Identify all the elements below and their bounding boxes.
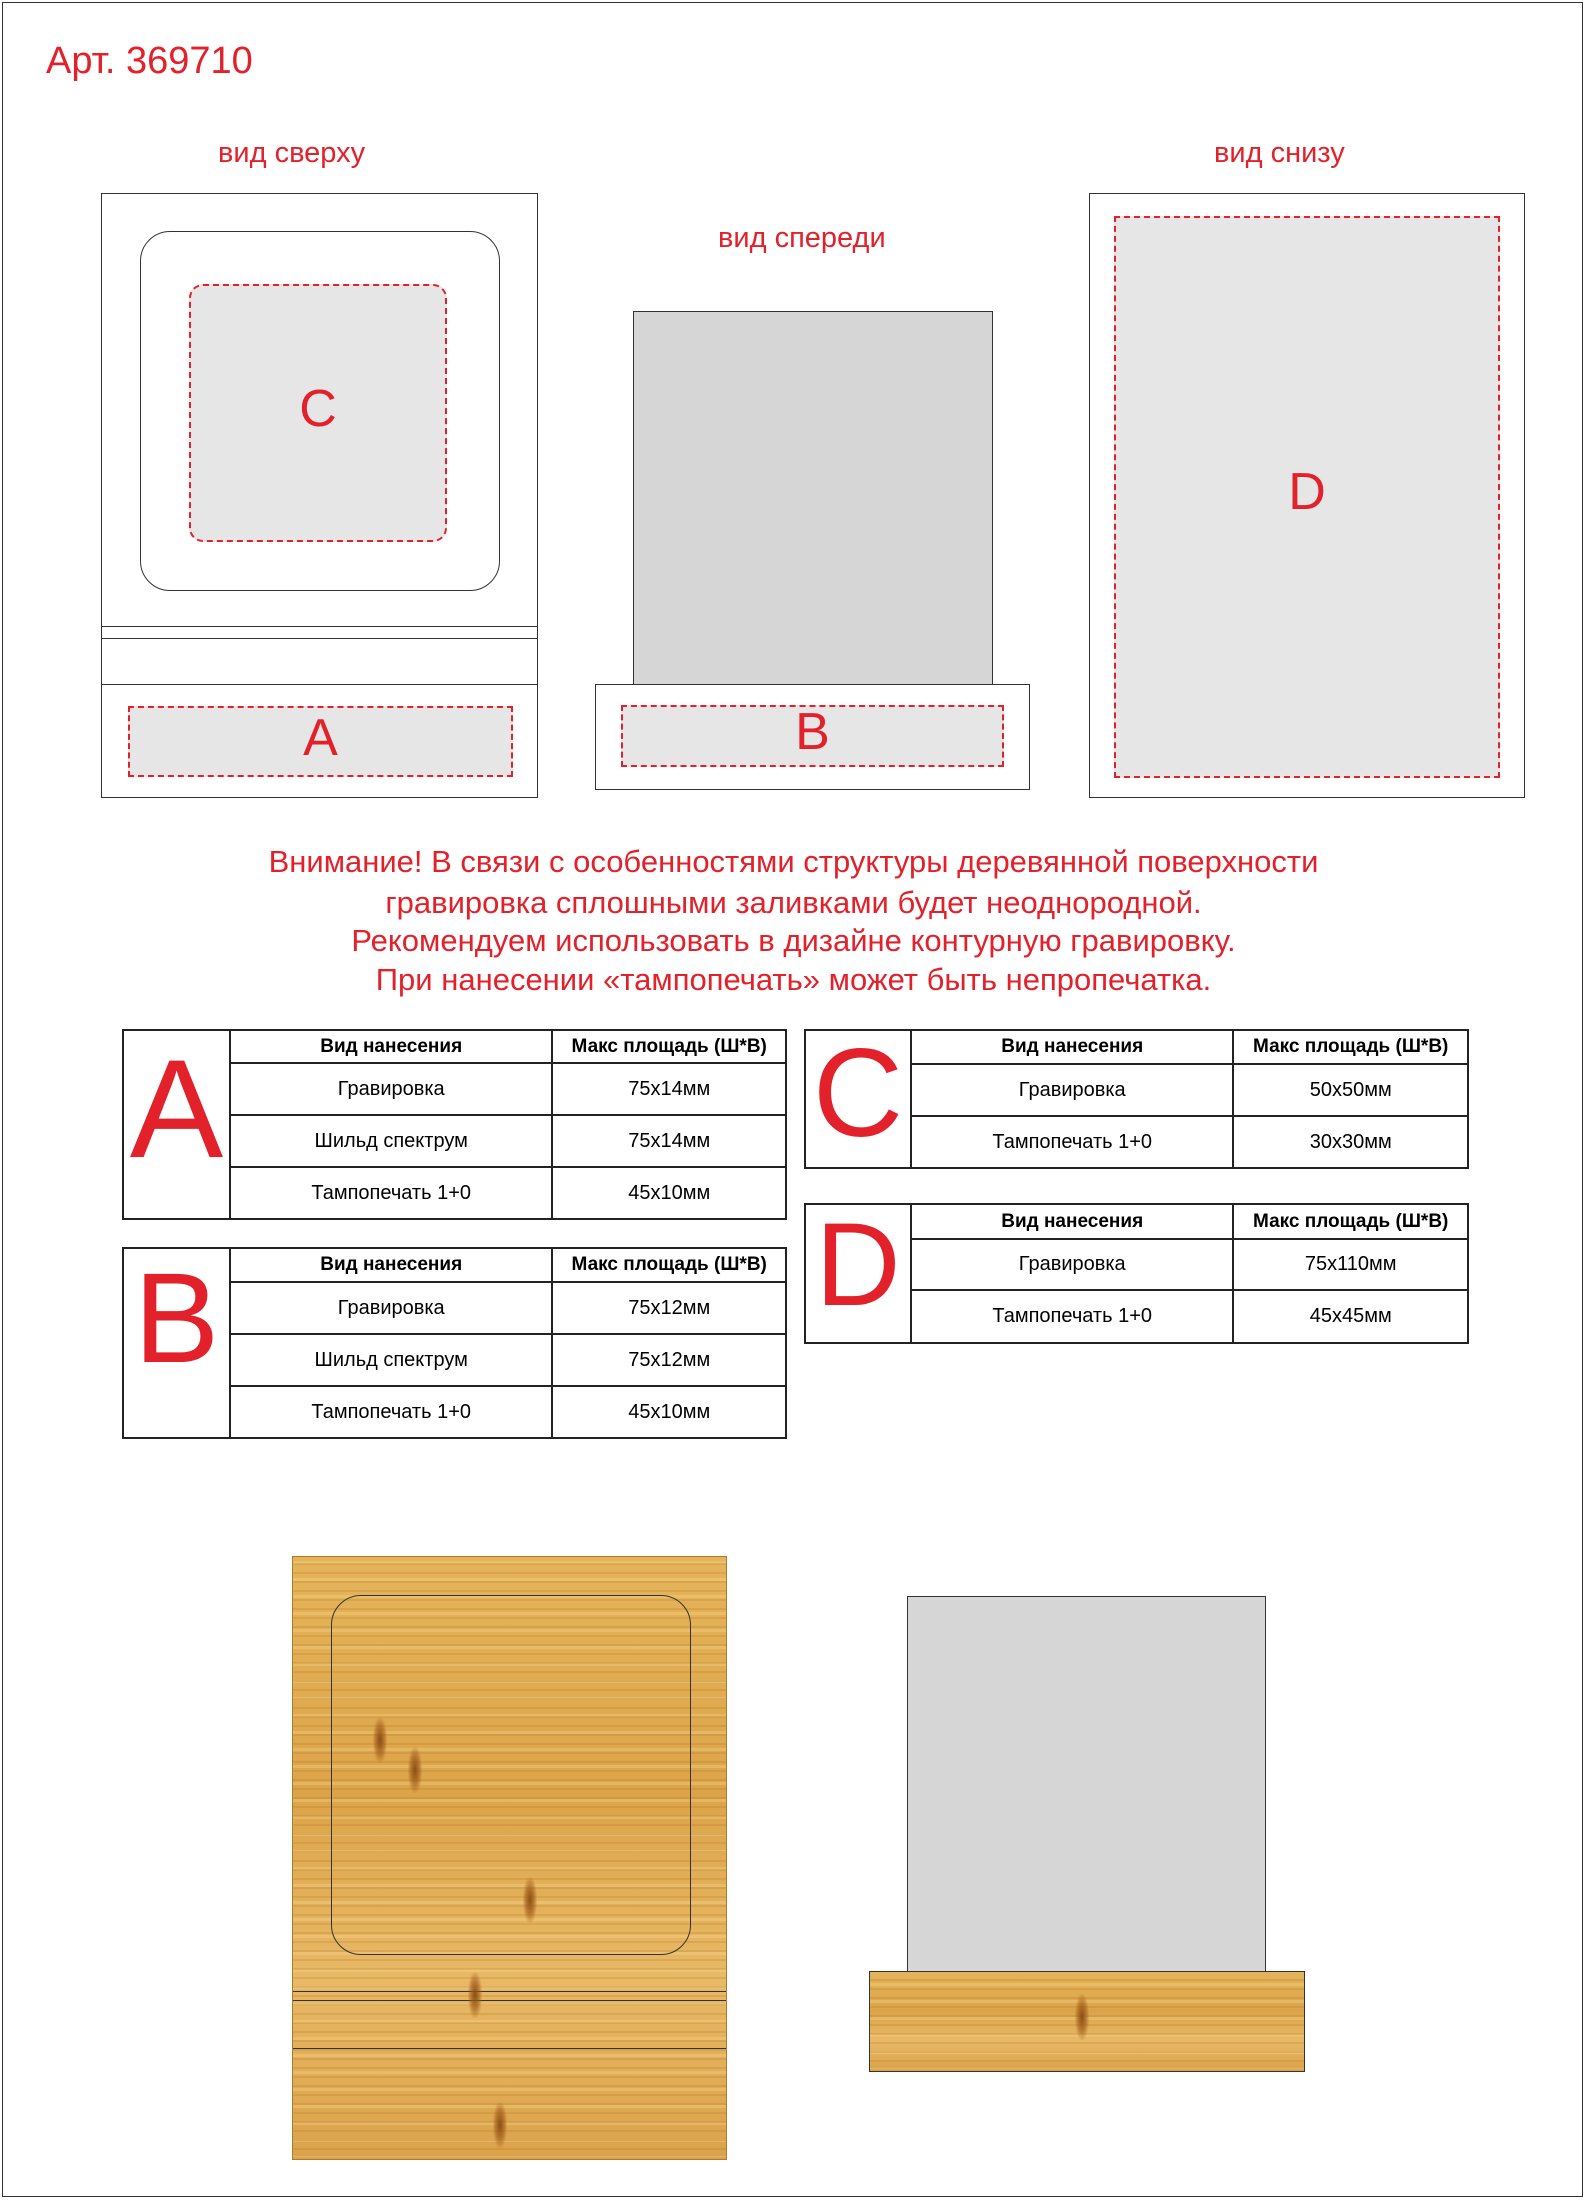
spec-table-b	[122, 1247, 787, 1439]
cell-area: 75х110мм	[1233, 1239, 1467, 1290]
header-area: Макс площадь (Ш*В)	[552, 1249, 785, 1282]
cell-area: 75х12мм	[552, 1334, 785, 1386]
product-recess-outline	[331, 1595, 691, 1955]
header-method: Вид нанесения	[230, 1031, 552, 1063]
product-divider	[293, 2000, 726, 2001]
wood-knot	[523, 1877, 537, 1923]
cell-area: 30х30мм	[1233, 1116, 1467, 1167]
divider-line	[102, 626, 537, 627]
header-method: Вид нанесения	[230, 1249, 552, 1282]
warning-line-3: Рекомендуем использовать в дизайне контурную гравировку.	[351, 923, 1236, 958]
cell-area: 45х10мм	[552, 1386, 785, 1437]
table-d-letter: D	[806, 1205, 912, 1342]
wood-knot	[408, 1747, 422, 1793]
cell-area: 75х14мм	[552, 1063, 785, 1115]
zone-c-label: C	[299, 380, 337, 438]
article-title: Арт. 369710	[46, 40, 253, 82]
product-divider	[293, 2048, 726, 2049]
cell-area: 75х14мм	[552, 1115, 785, 1167]
divider-line	[102, 684, 537, 685]
cell-method: Гравировка	[230, 1063, 552, 1115]
front-view-panel	[633, 311, 993, 686]
warning-line-1: Внимание! В связи с особенностями структуры деревянной поверхности	[268, 844, 1319, 879]
cell-method: Гравировка	[230, 1282, 552, 1334]
cell-area: 45х45мм	[1233, 1290, 1467, 1342]
product-divider	[293, 1991, 726, 1992]
spec-table-d	[804, 1199, 1469, 1344]
header-method: Вид нанесения	[911, 1031, 1233, 1064]
cell-area: 45х10мм	[552, 1167, 785, 1218]
wood-knot	[373, 1717, 387, 1763]
cell-method: Тампопечать 1+0	[230, 1167, 552, 1218]
cell-method: Гравировка	[911, 1239, 1233, 1290]
cell-method: Шильд спектрум	[230, 1334, 552, 1386]
cell-area: 75х12мм	[552, 1282, 785, 1334]
zone-a-label: A	[303, 709, 338, 767]
header-area: Макс площадь (Ш*В)	[552, 1031, 785, 1063]
table-a-letter: A	[124, 1031, 231, 1218]
cell-method: Гравировка	[911, 1064, 1233, 1116]
product-front-base	[869, 1971, 1305, 2072]
warning-line-2: гравировка сплошными заливками будет неоднородной.	[385, 885, 1202, 920]
top-view-drawing	[101, 193, 538, 798]
bottom-view-label: вид снизу	[1214, 137, 1345, 169]
wood-knot	[468, 1972, 482, 2018]
product-photo-top	[292, 1556, 727, 2160]
front-view-base	[595, 684, 1030, 790]
cell-area: 50х50мм	[1233, 1064, 1467, 1116]
spec-table-a	[122, 1029, 787, 1220]
cell-method: Шильд спектрум	[230, 1115, 552, 1167]
zone-b-label: B	[795, 703, 830, 761]
bottom-view-drawing	[1089, 193, 1525, 798]
table-c-letter: C	[806, 1031, 912, 1167]
header-method: Вид нанесения	[911, 1205, 1233, 1239]
header-area: Макс площадь (Ш*В)	[1233, 1205, 1467, 1239]
header-area: Макс площадь (Ш*В)	[1233, 1031, 1467, 1064]
cell-method: Тампопечать 1+0	[911, 1290, 1233, 1342]
divider-line	[102, 638, 537, 639]
front-view-label: вид спереди	[718, 222, 886, 254]
cell-method: Тампопечать 1+0	[230, 1386, 552, 1437]
spec-table-c	[804, 1024, 1469, 1169]
product-front-panel	[907, 1596, 1266, 1973]
zone-d-label: D	[1288, 463, 1326, 521]
wood-knot	[493, 2102, 507, 2148]
table-b-letter: B	[124, 1249, 231, 1437]
wood-knot	[1075, 1994, 1089, 2040]
cell-method: Тампопечать 1+0	[911, 1116, 1233, 1167]
warning-line-4: При нанесении «тампопечать» может быть непропечатка.	[375, 962, 1212, 997]
top-view-label: вид сверху	[218, 137, 366, 169]
